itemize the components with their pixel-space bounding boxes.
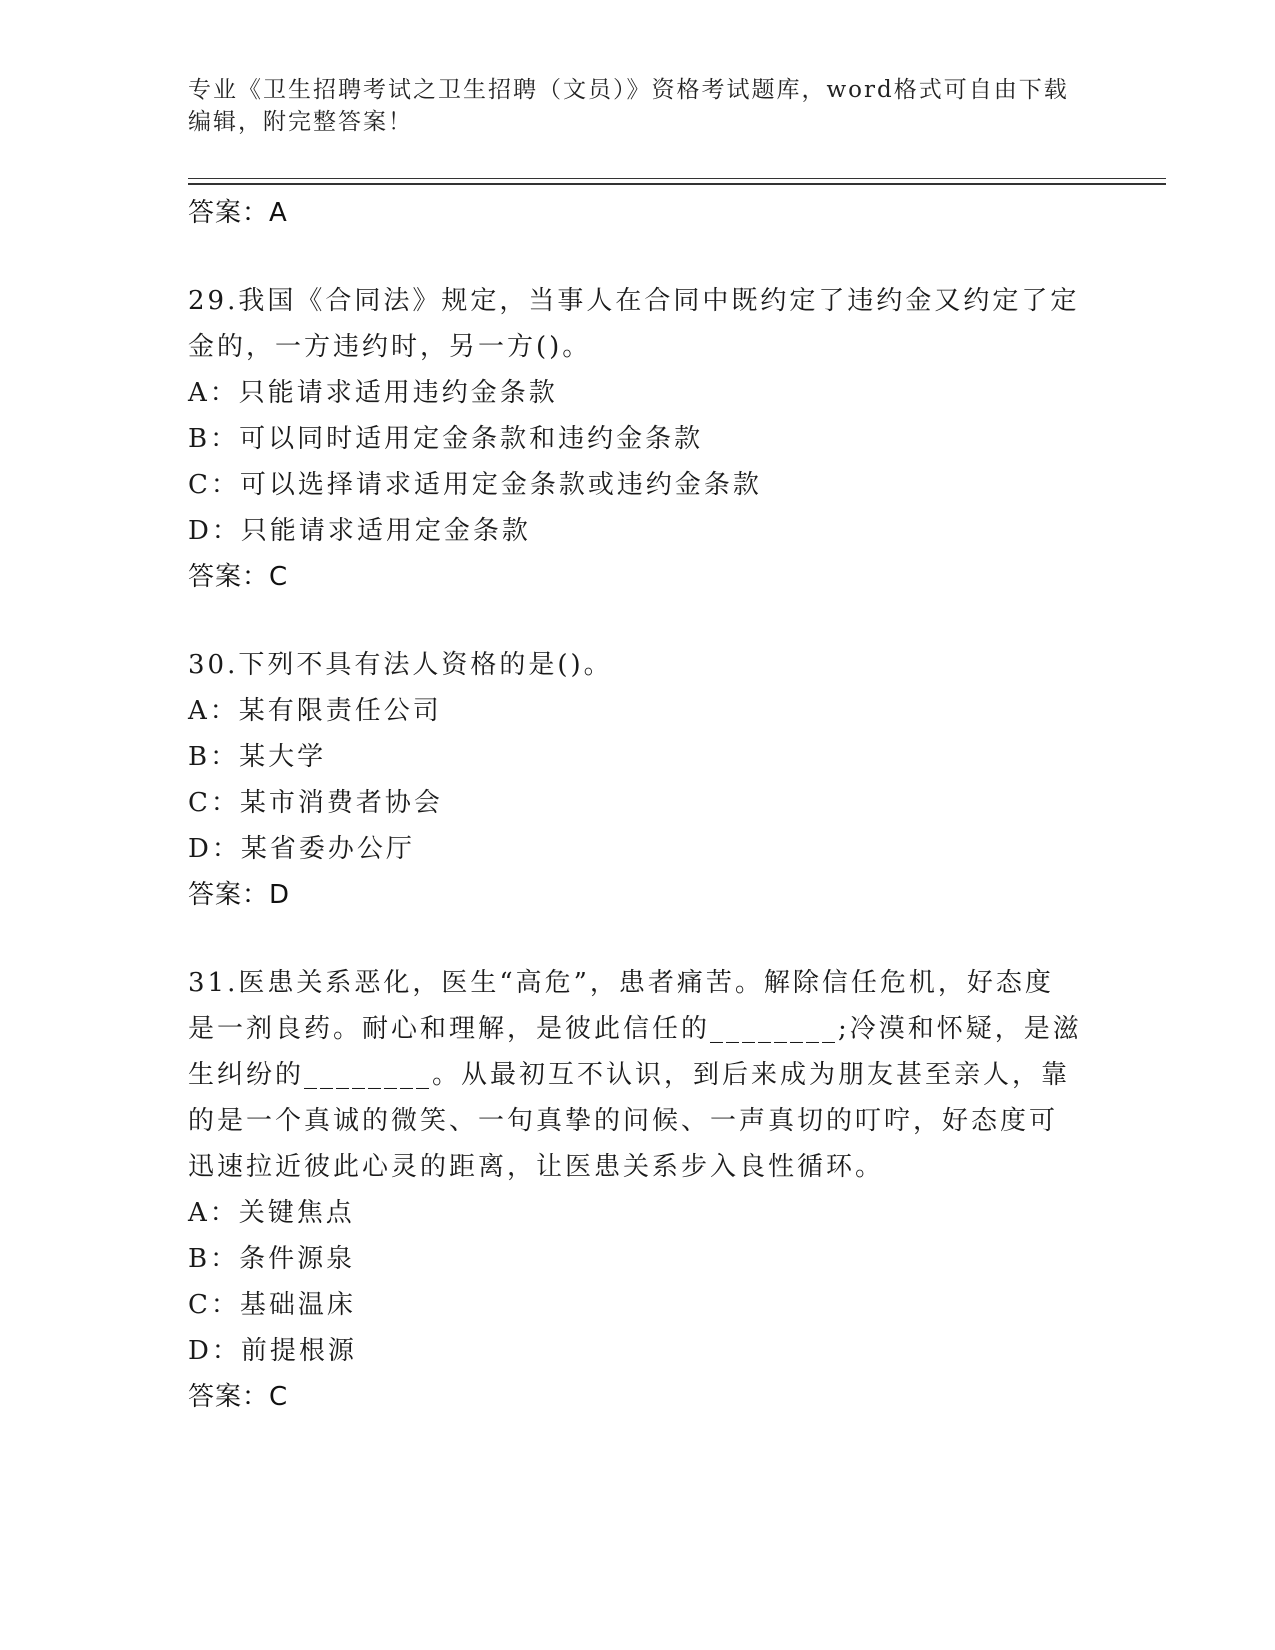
question-text: 金的，一方违约时，另一方()。 xyxy=(188,332,592,362)
question-text: 的是一个真诚的微笑、一句真挚的问候、一声真切的叮咛，好态度可 xyxy=(188,1106,1059,1136)
question-30 xyxy=(188,642,1088,918)
question-text: 生纠纷的________。从最初互不认识，到后来成为朋友甚至亲人，靠 xyxy=(188,1060,1071,1090)
option-b: B：条件源泉 xyxy=(188,1244,356,1274)
option-a: A：关键焦点 xyxy=(188,1198,355,1228)
question-text: 是一剂良药。耐心和理解，是彼此信任的________;冷漠和怀疑，是滋 xyxy=(188,1014,1082,1044)
option-d: D：前提根源 xyxy=(188,1336,357,1366)
question-text: 迅速拉近彼此心灵的距离，让医患关系步入良性循环。 xyxy=(188,1152,885,1182)
header-line: 编辑，附完整答案！ xyxy=(188,109,413,135)
header-line: 专业《卫生招聘考试之卫生招聘（文员）》资格考试题库，word格式可自由下载 xyxy=(188,77,1069,103)
option-a: A：只能请求适用违约金条款 xyxy=(188,378,558,408)
answer-label: 答案：C xyxy=(188,562,289,592)
header-divider-thick xyxy=(188,183,1166,185)
option-d: D：某省委办公厅 xyxy=(188,834,415,864)
question-29 xyxy=(188,278,1088,600)
option-c: C：某市消费者协会 xyxy=(188,788,443,818)
document-header xyxy=(188,74,1078,138)
question-text: 31.医患关系恶化，医生“高危”，患者痛苦。解除信任危机，好态度 xyxy=(188,968,1054,998)
option-a: A：某有限责任公司 xyxy=(188,696,442,726)
option-b: B：某大学 xyxy=(188,742,327,772)
option-c: C：基础温床 xyxy=(188,1290,356,1320)
header-divider xyxy=(188,178,1166,179)
answer-label: 答案：A xyxy=(188,198,288,228)
question-text: 30.下列不具有法人资格的是()。 xyxy=(188,650,613,680)
question-list xyxy=(188,190,1088,1420)
option-d: D：只能请求适用定金条款 xyxy=(188,516,531,546)
question-31 xyxy=(188,960,1088,1420)
question-text: 29.我国《合同法》规定，当事人在合同中既约定了违约金又约定了定 xyxy=(188,286,1080,316)
answer-label: 答案：D xyxy=(188,880,291,910)
answer-label: 答案：C xyxy=(188,1382,289,1412)
option-c: C：可以选择请求适用定金条款或违约金条款 xyxy=(188,470,762,500)
option-b: B：可以同时适用定金条款和违约金条款 xyxy=(188,424,704,454)
